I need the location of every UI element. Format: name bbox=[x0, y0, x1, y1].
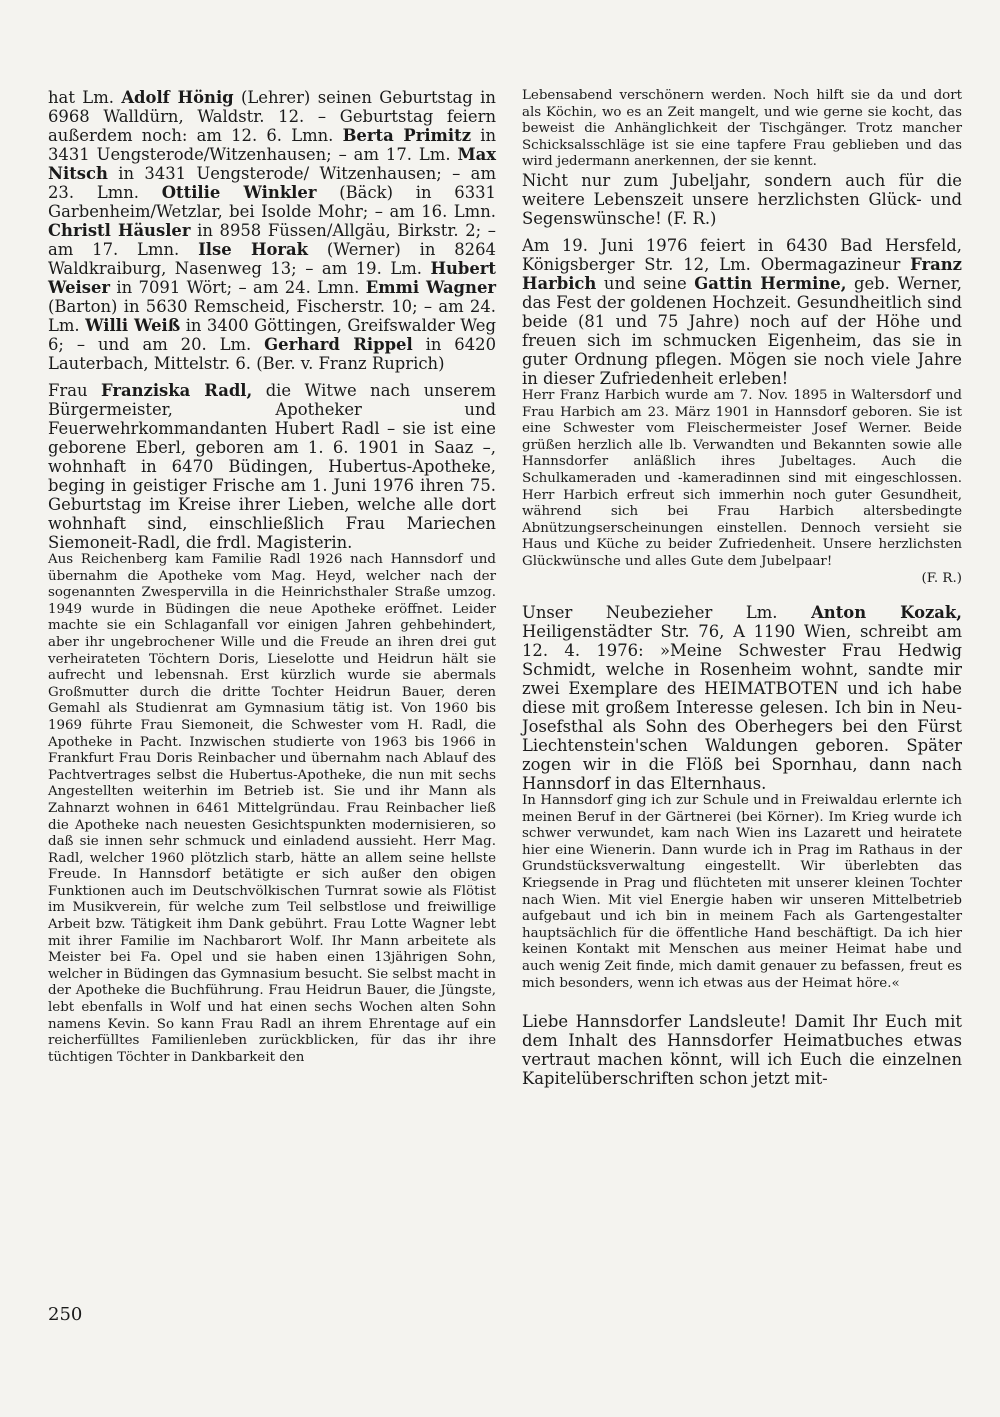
harbich-golden-wedding-lead: Am 19. Juni 1976 feiert in 6430 Bad Hersfeld, Königsberger Str. 12, Lm. Obermagazineur Franz Harbich und seine Gattin Hermine, geb. Werner, das Fest der goldenen Hochzeit. Gesundheitlich sind beide (81 und 75 Jahre) noch auf der Höhe und freuen sich im schmucken Eigenheim, das sie in guter Ordnung pflegen. Mögen sie noch viele Jahre in dieser Zufriedenheit erleben! bbox=[522, 235, 963, 388]
bold-name: Ilse Horak bbox=[198, 240, 309, 259]
kozak-letter-body: In Hannsdorf ging ich zur Schule und in Freiwaldau erlernte ich meinen Beruf in der Gärtnerei (bei Körner). Im Krieg wurde ich schwer verwundet, kam nach Wien ins Lazarett und heiratete hier eine Wienerin. Dann wurde ich in Prag im Rathaus in der Grundstücksverwaltung eingestellt. Wir überlebten das Kriegsende in Prag und flüchteten mit unserer kleinen Tochter nach Wien. Mit viel Energie haben wir unseren Mittelbetrieb aufgebaut und ich bin in meinem Fach als Gartengestalter hauptsächlich für die öffentliche Hand beschäftigt. Da ich hier keinen Kontakt mit Menschen aus meiner Heimat habe und auch wenig Zeit finde, mich damit genauer zu befassen, freut es mich besonders, wenn ich etwas aus der Heimat höre.« bbox=[522, 793, 962, 991]
bold-name: Max Nitsch bbox=[48, 145, 496, 183]
kozak-letter-lead: Unser Neubezieher Lm. Anton Kozak, Heiligenstädter Str. 76, A 1190 Wien, schreibt am 12. 4. 1976: »Meine Schwester Frau Hedwig Schmidt, welche in Rosenheim wohnt, sandte mir zwei Exemplare des HEIMATBOTEN und ich habe diese mit großem Interesse gelesen. Ich bin in Neu-Josefsthal als Sohn des Oberhegers bei den Fürst Liechtenstein'schen Waldungen geboren. Später zogen wir in die Flöß bei Spornhau, dann nach Hannsdorf in das Elternhaus. bbox=[522, 603, 962, 794]
bold-name: Willi Weiß bbox=[85, 316, 181, 335]
radl-birthday-lead: Frau Franziska Radl, die Witwe nach unserem Bürgermeister, Apotheker und Feuerwehrkommandanten Hubert Radl – sie ist eine geborene Eberl, geboren am 1. 6. 1901 in Saaz –, wohnhaft in 6470 Büdingen, Hubertus-Apotheke, beging in geistiger Frische am 1. Juni 1976 ihren 75. Geburtstag im Kreise ihrer Lieben, welche alle dort wohnhaft sind, einschließlich Frau Mariechen Siemoneit-Radl, die frdl. Magisterin. bbox=[48, 381, 496, 552]
right-column bbox=[522, 88, 962, 1088]
bold-name: Franziska Radl, bbox=[101, 381, 253, 400]
bold-name: Gattin Hermine, bbox=[694, 273, 847, 293]
bold-name: Emmi Wagner bbox=[365, 278, 497, 297]
bold-name: Gerhard Rippel bbox=[264, 335, 413, 354]
page-number: 250 bbox=[48, 1304, 83, 1325]
radl-story-continued: Lebensabend verschönern werden. Noch hilft sie da und dort als Köchin, wo es an Zeit mangelt, und wie gerne sie kocht, das beweist die Anhänglichkeit der Tischgänger. Trotz mancher Schicksalsschläge ist sie eine tapfere Frau geblieben und das wird jedermann anerkennen, der sie kennt. bbox=[522, 88, 962, 170]
heimatbuch-announcement: Liebe Hannsdorfer Landsleute! Damit Ihr Euch mit dem Inhalt des Hannsdorfer Heimatbuches etwas vertraut machen könnt, will ich Euch die einzelnen Kapitelüberschriften schon jetzt mit- bbox=[522, 1012, 962, 1089]
birthday-list-paragraph: hat Lm. Adolf Hönig (Lehrer) seinen Geburtstag in 6968 Walldürn, Waldstr. 12. – Geburtstag feiern außerdem noch: am 12. 6. Lmn. Berta Primitz in 3431 Uengsterode/Witzenhausen; – am 17. Lm. Max Nitsch in 3431 Uengsterode/ Witzenhausen; – am 23. Lmn. Ottilie Winkler (Bäck) in 6331 Garbenheim/Wetzlar, bei Isolde Mohr; – am 16. Lmn. Christl Häusler in 8958 Füssen/Allgäu, Birkstr. 2; – am 17. Lmn. Ilse Horak (Werner) in 8264 Waldkraiburg, Nasenweg 13; – am 19. Lm. Hubert Weiser in 7091 Wört; – am 24. Lmn. Emmi Wagner (Barton) in 5630 Remscheid, Fischerstr. 10; – am 24. Lm. Willi Weiß in 3400 Göttingen, Greifswalder Weg 6; – und am 20. Lm. Gerhard Rippel in 6420 Lauterbach, Mittelstr. 6. (Ber. v. Franz Ruprich) bbox=[48, 88, 497, 373]
harbich-details: Herr Franz Harbich wurde am 7. Nov. 1895 in Waltersdorf und Frau Harbich am 23. März 1901 in Hannsdorf geboren. Sie ist eine Schwester vom Fleischermeister Josef Werner. Beide grüßen herzlich alle lb. Verwandten und Bekannten sowie alle Hannsdorfer anläßlich ihres Jubeltages. Auch die Schulkameraden und -kameradinnen sind mit eingeschlossen. Herr Harbich erfreut sich immerhin noch guter Gesundheit, während sich bei Frau Harbich altersbedingte Abnützungserscheinungen einstellen. Dennoch versieht sie Haus und Küche zu beider Zufriedenheit. Unsere herzlichsten Glückwünsche und alles Gute dem Jubelpaar! bbox=[522, 387, 962, 569]
bold-name: Berta Primitz bbox=[342, 126, 472, 145]
radl-congratulations: Nicht nur zum Jubeljahr, sondern auch für die weitere Lebenszeit unsere herzlichsten Glück- und Segenswünsche! (F. R.) bbox=[522, 170, 962, 228]
left-column bbox=[48, 88, 496, 1066]
author-initials: (F. R.) bbox=[921, 570, 962, 586]
radl-family-story: Aus Reichenberg kam Familie Radl 1926 nach Hannsdorf und übernahm die Apotheke vom Mag. Heyd, welcher nach der sogenannten Zwespervilla in die Heinrichsthaler Straße umzog. 1949 wurde in Büdingen die neue Apotheke eröffnet. Leider machte sie ein Schlaganfall vor einigen Jahren gehbehindert, aber ihr ungebrochener Wille und die Freude an ihren drei gut verheirateten Töchtern Doris, Lieselotte und Heidrun hält sie aufrecht und lebensnah. Erst kürzlich wurde sie abermals Großmutter durch die dritte Tochter Heidrun Bauer, deren Gemahl als Studienrat am Gymnasium tätig ist. Von 1960 bis 1969 führte Frau Siemoneit, die Schwester vom H. Radl, die Apotheke in Pacht. Inzwischen studierte von 1963 bis 1966 in Frankfurt Frau Doris Reinbacher und übernahm nach Ablauf des Pachtvertrages selbst die Hubertus-Apotheke, die nun mit sechs Angestellten weiterhin im Betrieb ist. Sie und ihr Mann als Zahnarzt wohnen in 6461 Mittelgründau. Frau Reinbacher ließ die Apotheke nach neuesten Gesichtspunkten modernisieren, so daß sie innen sehr schmuck und einladend aussieht. Herr Mag. Radl, welcher 1960 plötzlich starb, hätte an allem seine hellste Freude. In Hannsdorf betätigte er sich außer den obigen Funktionen auch im Deutschvölkischen Turnrat sowie als Flötist im Musikverein, für welche zum Teil selbstlose und freiwillige Arbeit bzw. Tätigkeit ihm Dank gebührt. Frau Lotte Wagner lebt mit ihrer Familie im Nachbarort Wolf. Ihr Mann arbeitete als Meister bei Fa. Opel und sie haben einen 13jährigen Sohn, welcher in Büdingen das Gymnasium besucht. Sie selbst macht in der Apotheke die Buchführung. Frau Heidrun Bauer, die Jüngste, lebt ebenfalls in Wolf und hat einen sechs Wochen alten Sohn namens Kevin. So kann Frau Radl an ihrem Ehrentage auf ein reicherfülltes Familienleben zurückblicken, für das ihr ihre tüchtigen Töchter in Dankbarkeit den bbox=[48, 552, 496, 1065]
bold-name: Christl Häusler bbox=[48, 221, 191, 240]
bold-name: Ottilie Winkler bbox=[161, 183, 317, 202]
bold-name: Franz Harbich bbox=[522, 254, 962, 293]
bold-name: Adolf Hönig bbox=[121, 88, 234, 107]
bold-name: Anton Kozak, bbox=[811, 603, 962, 623]
bold-name: Hubert Weiser bbox=[48, 259, 496, 297]
